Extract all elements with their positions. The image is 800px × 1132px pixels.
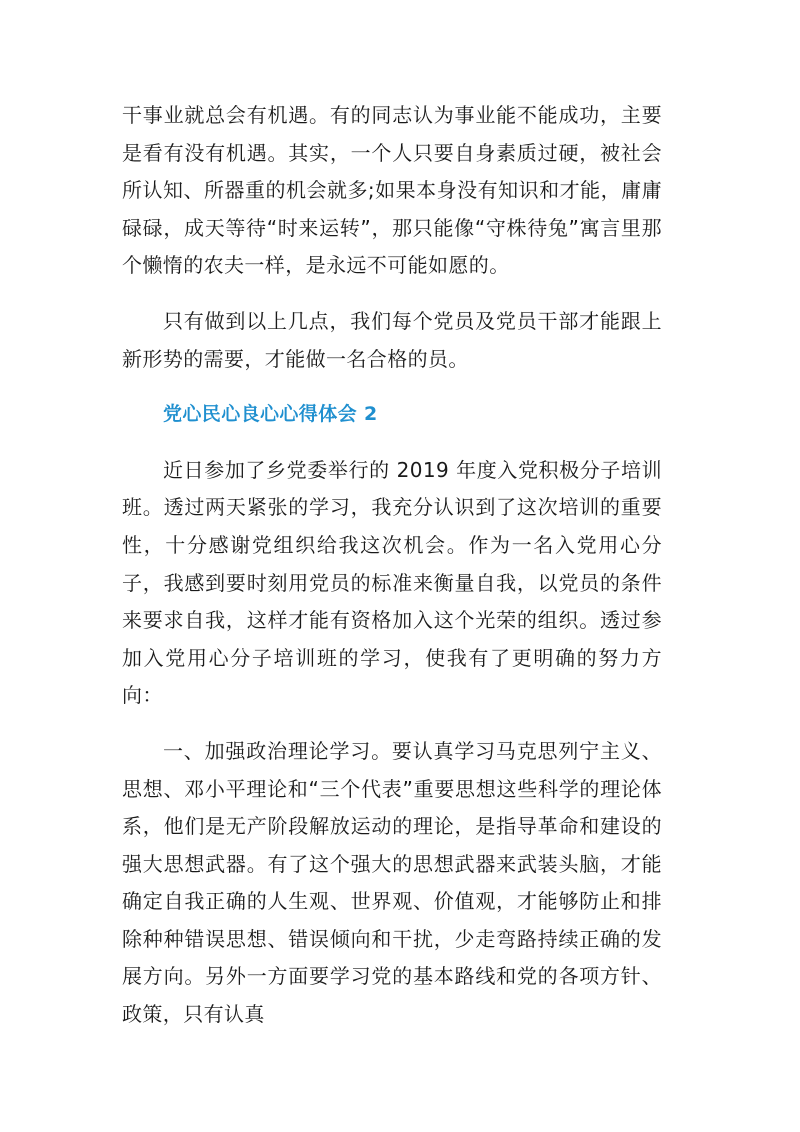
paragraph-gap [122,434,662,452]
section-heading: 党心民心良心心得体会 2 [163,403,378,426]
paragraph-opportunity: 干事业就总会有机遇。有的同志认为事业能不能成功，主要是看有没有机遇。其实，一个人只要自身素质过硬，被社会所认知、所器重的机会就多;如果本身没有知识和才能，庸庸碌碌，成天等待“时来运转”，那只能像“守株待兔”寓言里那个懒惰的农夫一样，是永远不可能如愿的。 [122,103,662,278]
document-page [122,97,662,1034]
paragraph-training-intro: 近日参加了乡党委举行的 2019 年度入党积极分子培训班。透过两天紧张的学习，我充分认识到了这次培训的重要性，十分感谢党组织给我这次机会。作为一名入党用心分子，我感到要时刻用党员的标准来衡量自我，以党员的条件来要求自我，这样才能有资格加入这个光荣的组织。透过参加入党用心分子培训班的学习，使我有了更明确的努力方向： [122,457,662,708]
paragraph-gap [122,378,662,396]
paragraph-gap [122,715,662,733]
paragraph-conclusion: 只有做到以上几点，我们每个党员及党员干部才能跟上新形势的需要，才能做一名合格的员。 [122,308,662,371]
paragraph-gap [122,285,662,303]
paragraph-political-theory: 一、加强政治理论学习。要认真学习马克思列宁主义、思想、邓小平理论和“三个代表”重要思想这些科学的理论体系，他们是无产阶段解放运动的理论，是指导革命和建设的强大思想武器。有了这个强大的思想武器来武装头脑，才能确定自我正确的人生观、世界观、价值观，才能够防止和排除种种错误思想、错误倾向和干扰，少走弯路持续正确的发展方向。另外一方面要学习党的基本路线和党的各项方针、政策，只有认真 [122,738,662,1027]
